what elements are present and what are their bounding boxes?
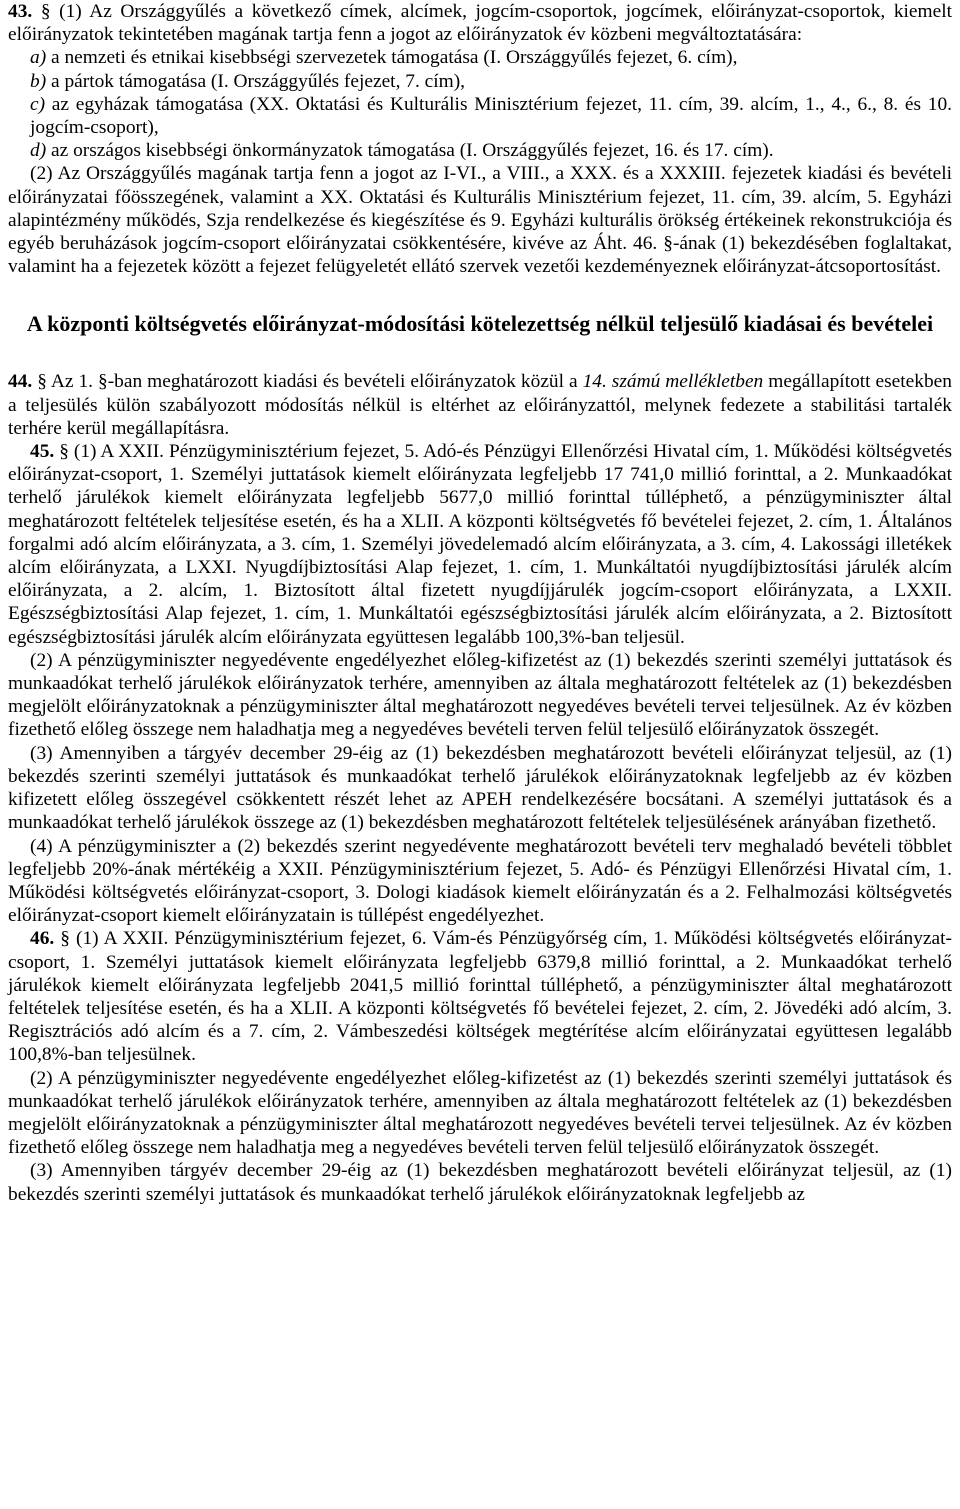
paragraph-45-2: (2) A pénzügyminiszter negyedévente engedélyezhet előleg-kifizetést az (1) bekezdés szerinti személyi juttatások és munkaadókat terhelő járulékok előirányzatok terhére, amennyiben az általa meghatározott feltételek az (1) bekezdésben megjelölt előirányzatoknak a pénzügyminiszter által meghatározott negyedéves bevételi tervei teljesülnek. Az év közben fizethető előleg összege nem haladhatja meg a negyedéves bevételi terven felül teljesülő előirányzatok összegét. bbox=[8, 649, 952, 741]
list-item-text: a nemzeti és etnikai kisebbségi szervezetek támogatása (I. Országgyűlés fejezet, 6. cím), bbox=[46, 47, 738, 69]
paragraph-text: (1) Az Országgyűlés a következő címek, alcímek, jogcím-csoportok, jogcímek, előirányzat-csoportok, kiemelt előirányzatok tekintetében magának tartja fenn a jogot az előirányzatok év közbeni megváltoztatására: bbox=[8, 1, 952, 46]
section-sign: § bbox=[59, 441, 69, 463]
list-item-label: d) bbox=[30, 140, 47, 162]
paragraph-text: (1) A XXII. Pénzügyminisztérium fejezet, 6. Vám-és Pénzügyőrség cím, 1. Működési költségvetés előirányzat-csoport, 1. Személyi juttatások kiemelt előirányzata legfeljebb 6379,8 millió forinttal, a 2. Munkaadókat terhelő járulékok kiemelt előirányzata legfeljebb 2041,5 millió forinttal túlléphető, a pénzügyminiszter által meghatározott feltételek teljesítése esetén, és ha a XLII. A központi költségvetés fő bevételei fejezet, 2. cím, 2. Jövedéki adó alcím, 3. Regisztrációs adó alcím és a 7. cím, 2. Vámbeszedési költségek megtérítése alcím előirányzatai együttesen legalább 100,8%-ban teljesülnek. bbox=[8, 928, 952, 1066]
list-item-label: c) bbox=[30, 93, 46, 115]
section-number-43: 43. bbox=[8, 1, 33, 22]
section-number-46: 46. bbox=[30, 928, 55, 950]
section-heading: A központi költségvetés előirányzat-módosítási kötelezettség nélkül teljesülő kiadásai és bevételei bbox=[26, 311, 934, 337]
paragraph-text: -ának (1) bekezdésében foglaltakat, valamint ha a fejezetek között a fejezet felügyeletét ellátó szervek vezetői kezdeményeznek előirányzat-átcsoportosítást. bbox=[8, 233, 952, 278]
paragraph-43-2 bbox=[8, 162, 952, 278]
section-sign: § bbox=[60, 928, 70, 950]
list-item bbox=[8, 93, 952, 139]
list-item-text: az országos kisebbségi önkormányzatok támogatása (I. Országgyűlés fejezet, 16. és 17. cím). bbox=[46, 140, 774, 162]
section-sign: § bbox=[663, 233, 673, 255]
list-item bbox=[8, 70, 952, 93]
section-number-45: 45. bbox=[30, 441, 55, 463]
paragraph-text: -ban meghatározott kiadási és bevételi előirányzatok közül a bbox=[107, 371, 583, 393]
list-item bbox=[8, 139, 952, 162]
section-sign: § bbox=[37, 371, 47, 393]
list-item-label: b) bbox=[30, 70, 47, 92]
section-sign: § bbox=[97, 371, 108, 393]
section-sign: § bbox=[40, 1, 51, 22]
paragraph-text: (2) Az Országgyűlés magának tartja fenn a jogot az I-VI., a VIII., a XXX. és a XXXIII. fejezetek kiadási és bevételi előirányzatai főösszegének, valamint a XX. Oktatási és Kulturális Minisztérium fejezet, 11. cím, 39. alcím, 5. Egyházi alapintézmény működés, Szja rendelkezése és kiegészítése és 9. Egyházi kulturális örökség értékeinek rekonstrukciója és egyéb beruházások jogcím-csoport előirányzatai csökkentésére, kivéve az Áht. 46. bbox=[8, 163, 952, 255]
paragraph-43-1 bbox=[8, 0, 952, 46]
paragraph-45-4: (4) A pénzügyminiszter a (2) bekezdés szerint negyedévente meghatározott bevételi terv meghaladó bevételi többlet legfeljebb 20%-ának mértékéig a XXII. Pénzügyminisztérium fejezet, 5. Adó- és Pénzügyi Ellenőrzési Hivatal cím, 1. Működési költségvetés előirányzat-csoport, 3. Dologi kiadások kiemelt előirányzatán és a 2. Felhalmozási költségvetés előirányzat-csoport kiemelt előirányzatain is túllépést engedélyezhet. bbox=[8, 835, 952, 927]
document-page bbox=[8, 0, 952, 1206]
paragraph-46-1 bbox=[8, 927, 952, 1066]
paragraph-46-2: (2) A pénzügyminiszter negyedévente engedélyezhet előleg-kifizetést az (1) bekezdés szerinti személyi juttatások és munkaadókat terhelő járulékok előirányzatok terhére, amennyiben az általa meghatározott feltételek az (1) bekezdésben megjelölt előirányzatoknak a pénzügyminiszter által meghatározott negyedéves bevételi tervei teljesülnek. Az év közben fizethető előleg összege nem haladhatja meg a negyedéves bevételi terven felül teljesülő előirányzatok összegét. bbox=[8, 1067, 952, 1159]
paragraph-text: Az 1. bbox=[46, 371, 98, 393]
paragraph-46-3: (3) Amennyiben tárgyév december 29-éig az (1) bekezdésben meghatározott bevételi előirányzat teljesül, az (1) bekezdés szerinti személyi juttatások és munkaadókat terhelő járulékok előirányzatoknak legfeljebb az bbox=[8, 1160, 952, 1205]
list-item-text: az egyházak támogatása (XX. Oktatási és Kulturális Minisztérium fejezet, 11. cím, 39. alcím, 1., 4., 6., 8. és 10. jogcím-csoport), bbox=[30, 93, 952, 139]
section-number-44: 44. bbox=[8, 371, 33, 393]
annex-reference: 14. számú mellékletben bbox=[582, 371, 764, 393]
list-item-text: a pártok támogatása (I. Országgyűlés fejezet, 7. cím), bbox=[46, 70, 466, 92]
paragraph-text: (1) A XXII. Pénzügyminisztérium fejezet, 5. Adó-és Pénzügyi Ellenőrzési Hivatal cím, 1. Működési költségvetés előirányzat-csoport, 1. Személyi juttatások kiemelt előirányzata legfeljebb 17 741,0 millió forinttal, a 2. Munkaadókat terhelő járulékok kiemelt előirányzata legfeljebb 5677,0 millió forinttal túlléphető, a pénzügyminiszter által meghatározott feltételek teljesítése esetén, és ha a XLII. A központi költségvetés fő bevételei fejezet, 2. cím, 1. Általános forgalmi adó alcím előirányzata, a 3. cím, 1. Személyi jövedelemadó alcím előirányzata, a 3. cím, 4. Lakossági illetékek alcím előirányzata, a LXXI. Nyugdíjbiztosítási Alap fejezet, 1. cím, 1. Munkáltatói nyugdíjbiztosítási járulék alcím előirányzata, a 2. alcím, 1. Biztosított által fizetett nyugdíjjárulék jogcím-csoport előirányzata, a LXXII. Egészségbiztosítási Alap fejezet, 1. cím, 1. Munkáltatói egészségbiztosítási járulék alcím előirányzata, a 2. Biztosított egészségbiztosítási járulék alcím előirányzata együttesen legalább 100,3%-ban teljesül. bbox=[8, 441, 952, 648]
paragraph-45-3: (3) Amennyiben a tárgyév december 29-éig az (1) bekezdésben meghatározott bevételi előirányzat teljesül, az (1) bekezdés szerinti személyi juttatások és munkaadókat terhelő járulékok előirányzatoknak legfeljebb az év közben kifizetett előleg összegével csökkentett részét lehet az APEH rendelkezésére bocsátani. A személyi juttatások és a munkaadókat terhelő járulékok összege az (1) bekezdésben meghatározott feltételek teljesülésének arányában fizethető. bbox=[8, 742, 952, 834]
list-item-label: a) bbox=[30, 47, 47, 69]
paragraph-text: megállapított esetekben a teljesülés külön szabályozott módosítás nélkül is eltérhet az előirányzattól, melynek fedezete a stabilitási tartalék terhére kerül megállapításra. bbox=[8, 371, 952, 439]
paragraph-44 bbox=[8, 370, 952, 440]
list-item bbox=[8, 46, 952, 69]
paragraph-45-1 bbox=[8, 440, 952, 649]
